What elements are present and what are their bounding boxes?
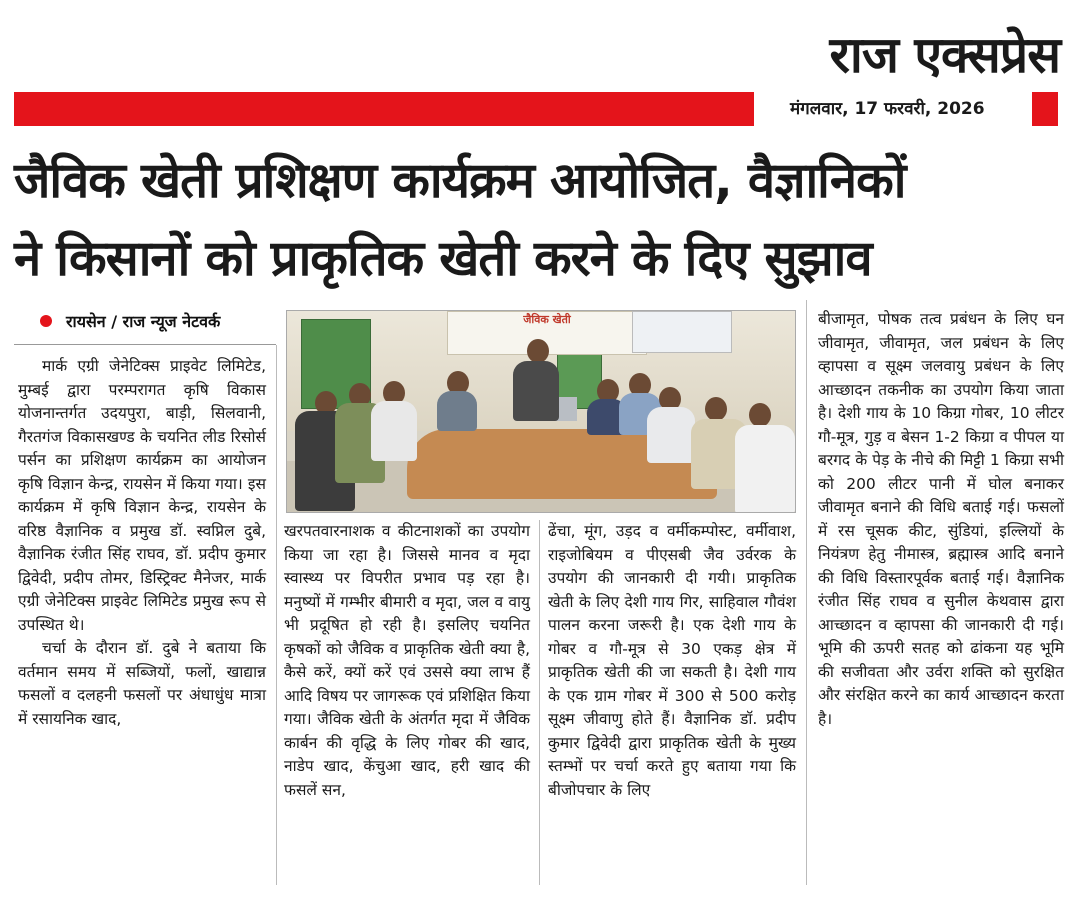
article-column-1 [18, 355, 266, 731]
article-column-4 [818, 308, 1064, 731]
article-headline [14, 142, 1064, 298]
column-divider [806, 300, 807, 885]
article-column-3 [548, 520, 796, 802]
newspaper-masthead: राज एक्सप्रेस [829, 26, 1060, 84]
column-4-paragraph-1: बीजामृत, पोषक तत्व प्रबंधन के लिए घन जीवामृत, जीवामृत, जल प्रबंधन के लिए व्हापसा व सूक्ष्म जलवायु प्रबंधन के लिए आच्छादन तकनीक का उपयोग किया जाता है। देशी गाय के 10 किग्रा गोबर, 10 लीटर गौ-मूत्र, गुड़ व बेसन 1-2 किग्रा व पीपल या बरगद के पेड़ के नीचे की मिट्टी 1 किग्रा सभी को 200 लीटर पानी में घोल बनाकर जीवामृत बनाने की विधि बताई गई। फसलों में रस चूसक कीट, सुंडियां, इल्लियों के नियंत्रण हेतु नीमास्त्र, ब्रह्मास्त्र आदि बनाने की विधि विस्तारपूर्वक बताई गई। वैज्ञानिक रंजीत सिंह राघव व सुनील केथवास द्वारा आच्छादन व व्हापसा की जानकारी दी गई। भूमि की ऊपरी सतह को ढांकना यह भूमि की सजीवता और उर्वरा शक्ति को सुरक्षित और संरक्षित करने का कार्य आच्छादन करता है। [818, 310, 1064, 728]
column-1-paragraph-1: मार्क एग्री जेनेटिक्स प्राइवेट लिमिटेड, मुम्बई द्वारा परम्परागत कृषि विकास योजनान्तर्गत उदयपुरा, बाड़ी, सिलवानी, गैरतगंज विकासखण्ड के चयनित लीड रिसोर्स पर्सन का प्रशिक्षण कार्यक्रम का आयोजन कृषि विज्ञान केन्द्र, रायसेन में किया गया। इस कार्यक्रम में कृषि विज्ञान केन्द्र, रायसेन के वरिष्ठ वैज्ञानिक व प्रमुख डॉ. स्वप्निल दुबे, वैज्ञानिक रंजीत सिंह राघव, डॉ. प्रदीप कुमार द्विवेदी, प्रदीप तोमर, डिस्ट्रिक्ट मैनेजर, मार्क एग्री जेनेटिक्स प्राइवेट लिमिटेड प्रमुख रूप से उपस्थित थे। [18, 357, 266, 634]
header-red-bar-right [1032, 92, 1058, 126]
byline-text: रायसेन / राज न्यूज नेटवर्क [66, 312, 221, 331]
headline-line-1: जैविक खेती प्रशिक्षण कार्यक्रम आयोजित, वैज्ञानिकों [14, 152, 906, 209]
speaker-figure [513, 361, 559, 421]
projector-screen [632, 311, 732, 353]
column-divider [539, 520, 540, 885]
headline-line-2: ने किसानों को प्राकृतिक खेती करने के दिए सुझाव [14, 230, 872, 287]
article-column-2 [284, 520, 530, 802]
column-2-paragraph-1: खरपतवारनाशक व कीटनाशकों का उपयोग किया जा रहा है। जिससे मानव व मृदा स्वास्थ्य पर विपरीत प्रभाव पड़ रहा है। मनुष्यों में गम्भीर बीमारी व मृदा, जल व वायु भी प्रदूषित हो रही है। इसलिए चयनित कृषकों को जैविक व प्राकृतिक खेती क्या है, कैसे करें, क्यों करें एवं उससे क्या लाभ हैं आदि विषय पर जागरूक एवं प्रशिक्षित किया गया। जैविक खेती के अंतर्गत मृदा में जैविक कार्बन की वृद्धि के लिए गोबर की खाद, नाडेप खाद, केंचुआ खाद, हरी खाद की फसलें सन, [284, 522, 530, 799]
issue-date: मंगलवार, 17 फरवरी, 2026 [790, 99, 985, 119]
bullet-dot-icon [40, 315, 52, 327]
banner-text: जैविक खेती [523, 313, 571, 326]
column-1-paragraph-2: चर्चा के दौरान डॉ. दुबे ने बताया कि वर्तमान समय में सब्जियों, फलों, खाद्यान्न फसलों व दलहनी फसलों पर अंधाधुंध मात्रा में रसायनिक खाद, [18, 639, 266, 728]
byline-divider [14, 344, 276, 345]
column-3-paragraph-1: ढेंचा, मूंग, उड़द व वर्मीकम्पोस्ट, वर्मीवाश, राइजोबियम व पीएसबी जैव उर्वरक के उपयोग की जानकारी दी गयी। प्राकृतिक खेती के लिए देशी गाय गिर, साहिवाल गौवंश पालन करना जरूरी है। एक देशी गाय के गोबर व गौ-मूत्र से 30 एकड़ क्षेत्र में प्राकृतिक खेती की जा सकती है। देशी गाय के एक ग्राम गोबर में 300 से 500 करोड़ सूक्ष्म जीवाणु होते हैं। वैज्ञानिक डॉ. प्रदीप कुमार द्विवेदी द्वारा प्राकृतिक खेती के मुख्य स्तम्भों पर चर्चा करते हुए बताया गया कि बीजोपचार के लिए [548, 522, 796, 799]
column-divider [276, 345, 277, 885]
training-session-photo [286, 310, 796, 513]
header-red-bar-left [14, 92, 754, 126]
byline [40, 308, 290, 334]
